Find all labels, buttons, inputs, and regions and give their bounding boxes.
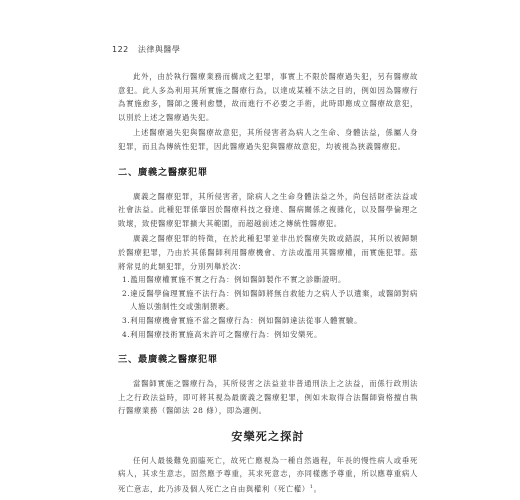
list-item: 2.違反醫學倫理實施不法行為：例如醫師將無自救能力之病人予以遺棄，或醫師對病人施以強制性交或強制猥褻。 bbox=[122, 288, 418, 312]
list-item: 1.濫用醫療權實施不實之行為：例如醫師製作不實之診斷證明。 bbox=[122, 275, 347, 285]
page-body bbox=[118, 70, 418, 496]
footnote-marker: 1 bbox=[309, 484, 314, 491]
paragraph-narrow-medical-crime: 上述醫療過失犯與醫療故意犯，其所侵害者為病人之生命、身體法益，係屬人身犯罪，而且為傳統性犯罪，因此醫療過失犯與醫療故意犯，均被視為狹義醫療犯。 bbox=[118, 128, 418, 151]
chapter-title: 安樂死之探討 bbox=[231, 429, 305, 443]
paragraph-intentional-crime: 此外，由於執行醫療業務而構成之犯罪，事實上不限於醫療過失犯，另有醫療故意犯。此人多為利用其所實施之醫療行為，以達成某種不法之目的，例如因為醫療行為實施愈多，醫師之獲利愈豐，故而進行不必要之手術，此時即應成立醫療故意犯，以別於上述之醫療過失犯。 bbox=[118, 72, 418, 122]
page-number: 122 bbox=[112, 45, 129, 54]
paragraph-euthanasia-intro: 任何人最後難免面臨死亡，故死亡應視為一種自然過程，年長的慢性病人或垂死病人，其求生意志，固然應予尊重，其求死意志，亦同樣應予尊重，所以應尊重病人死亡意志，此乃涉及個人死亡之自由與權利（死亡權）$^1$。 bbox=[118, 455, 418, 494]
list-item: 4.利用醫療技術實施高未許可之醫療行為：例如安樂死。 bbox=[122, 329, 323, 339]
list-item: 3.利用醫療機會實施不當之醫療行為：例如醫師違法從事人體實驗。 bbox=[122, 315, 362, 325]
book-title: 法律與醫學 bbox=[137, 45, 181, 54]
paragraph-broadest-definition: 當醫師實施之醫療行為，其所侵害之法益並非普通刑法上之法益，而係行政刑法上之行政法益時，即可將其視為最廣義之醫療犯罪，例如未取得合法醫師資格擅自執行醫療業務（醫師法 28 條），即為適例。 bbox=[118, 379, 418, 416]
paragraph-euthanasia-text: 任何人最後難免面臨死亡，故死亡應視為一種自然過程，年長的慢性病人或垂死病人，其求生意志，固然應予尊重，其求死意志，亦同樣應予尊重，所以應尊重病人死亡意志，此乃涉及個人死亡之自由與權利（死亡權） bbox=[118, 455, 418, 494]
crime-examples-list bbox=[118, 273, 418, 341]
paragraph-broad-features: 廣義之醫療犯罪的特徵，在於此種犯罪並非出於醫療失敗或錯誤，其所以被歸類於醫療犯罪，乃由於其係醫師利用醫療機會、方法或濫用其醫療權，而實施犯罪。茲將常見的此類犯罪，分別列舉於次： bbox=[118, 234, 418, 271]
paragraph-broad-definition: 廣義之醫療犯罪，其所侵害者，除病人之生命身體法益之外，尚包括財產法益或社會法益。此種犯罪係肇因於醫療科技之發達、醫病關係之複雜化，以及醫學倫理之敗壞，致使醫療犯罪擴大其範圍，而超越前述之傳統性醫療犯。 bbox=[118, 191, 418, 228]
section-heading-broad: 二、廣義之醫療犯罪 bbox=[118, 166, 208, 178]
section-heading-broadest: 三、最廣義之醫療犯罪 bbox=[118, 354, 218, 366]
running-header bbox=[112, 44, 180, 55]
